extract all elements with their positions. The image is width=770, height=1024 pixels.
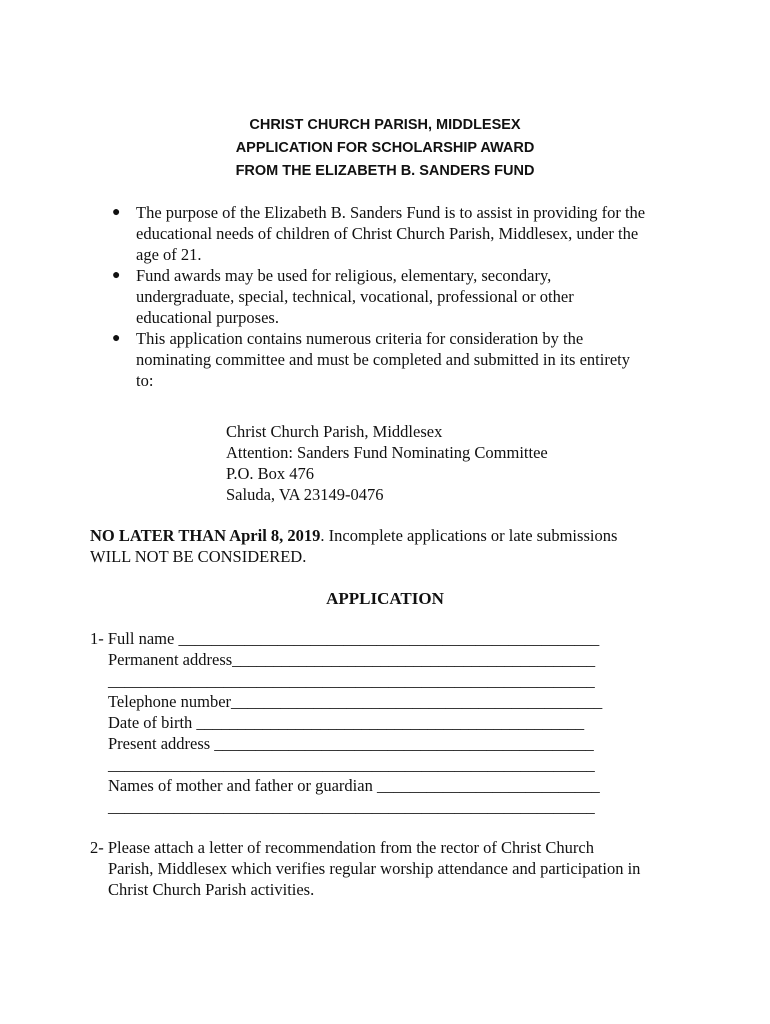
present-address-field[interactable]: Present address ______________________________________________ [108, 734, 594, 753]
bullet-icon: ● [112, 331, 121, 346]
instruction-line-1: 2- Please attach a letter of recommendation from the rector of Christ Church [90, 838, 594, 857]
deadline-date: NO LATER THAN April 8, 2019 [90, 526, 321, 545]
telephone-field[interactable]: Telephone number_____________________________________________ [108, 692, 603, 711]
document-header [0, 114, 770, 183]
parents-names-field[interactable]: Names of mother and father or guardian ___________________________ [108, 776, 600, 795]
permanent-address-line-2[interactable]: ___________________________________________________________ [108, 671, 595, 690]
deadline-text: . Incomplete applications or late submissions [320, 526, 618, 545]
header-line-1: CHRIST CHURCH PARISH, MIDDLESEX [249, 117, 521, 133]
full-name-field[interactable]: 1- Full name ___________________________________________________ [90, 629, 600, 648]
bullet-line: age of 21. [136, 245, 202, 264]
deadline-notice [90, 525, 690, 567]
bullet-line: educational purposes. [136, 308, 279, 327]
recommendation-instruction [90, 837, 690, 900]
present-address-line-2[interactable]: ___________________________________________________________ [108, 755, 595, 774]
mailing-address [226, 421, 646, 505]
bullet-item-uses [110, 265, 690, 328]
bullet-item-criteria [110, 328, 690, 391]
address-line-4: Saluda, VA 23149-0476 [226, 485, 384, 504]
bullet-icon: ● [112, 268, 121, 283]
header-line-3: FROM THE ELIZABETH B. SANDERS FUND [235, 163, 535, 179]
application-title: APPLICATION [326, 589, 444, 608]
instruction-line-2: Parish, Middlesex which verifies regular worship attendance and participation in [108, 859, 641, 878]
permanent-address-field[interactable]: Permanent address____________________________________________ [108, 650, 596, 669]
applicant-info-fields [90, 628, 690, 817]
instruction-line-3: Christ Church Parish activities. [108, 880, 315, 899]
address-line-3: P.O. Box 476 [226, 464, 315, 483]
address-line-1: Christ Church Parish, Middlesex [226, 422, 443, 441]
parents-names-line-2[interactable]: ___________________________________________________________ [108, 797, 595, 816]
bullet-line: This application contains numerous criteria for consideration by the [136, 329, 584, 348]
date-of-birth-field[interactable]: Date of birth _______________________________________________ [108, 713, 585, 732]
bullet-item-purpose [110, 202, 690, 265]
bullet-line: Fund awards may be used for religious, elementary, secondary, [136, 266, 552, 285]
deadline-warning: WILL NOT BE CONSIDERED. [90, 547, 307, 566]
bullet-line: nominating committee and must be completed and submitted in its entirety [136, 350, 630, 369]
purpose-bullet-list [110, 202, 690, 391]
bullet-line: educational needs of children of Christ Church Parish, Middlesex, under the [136, 224, 639, 243]
bullet-line: The purpose of the Elizabeth B. Sanders Fund is to assist in providing for the [136, 203, 646, 222]
header-line-2: APPLICATION FOR SCHOLARSHIP AWARD [235, 140, 535, 156]
bullet-line: undergraduate, special, technical, vocational, professional or other [136, 287, 574, 306]
bullet-icon: ● [112, 205, 121, 220]
address-line-2: Attention: Sanders Fund Nominating Committee [226, 443, 548, 462]
bullet-line: to: [136, 371, 154, 390]
